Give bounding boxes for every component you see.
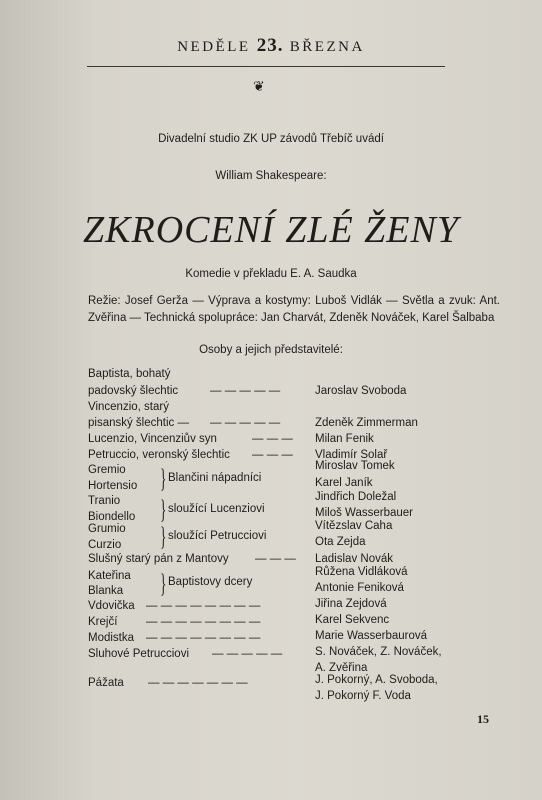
cast-dashes: — — — — — [212,648,283,660]
cast-actor: Karel Janík [315,477,373,489]
cast-actor: Milan Fenik [315,433,374,445]
cast-role: Gremio [88,464,126,476]
production-credits: Režie: Josef Gerža — Výprava a kostymy: Luboš Vidlák — Světla a zvuk: Ant. Zvěřina — Technická spolupráce: Jan Charvát, Zdeněk Nováček, Karel Šalbaba [88,295,500,324]
cast-role: Krejčí [88,616,118,628]
day-number: 23. [256,35,284,56]
play-subtitle: Komedie v překladu E. A. Saudka [185,268,357,280]
ornament-icon: ❦ [253,79,265,95]
group-label: sloužící Lucenziovi [168,503,265,515]
weekday: NEDĚLE [177,39,251,55]
cast-dashes: — — — — — — — — [146,616,261,628]
presenter-line: Divadelní studio ZK UP závodů Třebíč uvádí [158,133,384,145]
cast-role: Kateřina [88,570,131,582]
cast-role: Curzio [88,539,122,551]
cast-role: Lucenzio, Vincenziův syn [88,433,217,445]
cast-actor: Zdeněk Zimmerman [315,417,418,429]
month: BŘEZNA [289,39,365,55]
cast-role: padovský šlechtic [88,385,179,397]
play-title: ZKROCENÍ ZLÉ ŽENY [83,209,459,251]
cast-dashes: — — — — — — — — [146,632,261,644]
cast-role: Vincenzio, starý [88,401,169,413]
brace-icon: } [160,495,167,524]
cast-actor: Marie Wasserbaurová [315,630,428,642]
group-label: Blančini nápadníci [168,472,262,484]
cast-actor: A. Zvěřina [315,662,368,674]
cast-dashes: — — — [252,449,293,461]
cast-role: Pážata [88,677,124,689]
cast-role: Tranio [88,495,121,507]
cast-actor: Vladimír Solař [315,449,388,461]
cast-actor: Jindřich Doležal [315,491,397,503]
cast-dashes: — — — — — — — — [146,600,261,612]
cast-role: Slušný starý pán z Mantovy [88,553,229,565]
cast-actor: Miroslav Tomek [315,460,395,472]
cast-role: Biondello [88,511,136,523]
cast-role: pisanský šlechtic — [88,417,189,429]
cast-actor: Antonie Feniková [315,582,404,594]
cast-role: Blanka [88,585,124,597]
cast-role: Modistka [88,632,135,644]
group-label: sloužící Petrucciovi [168,530,267,542]
cast-dashes: — — — [252,433,293,445]
cast-actor: Růžena Vidláková [315,566,408,578]
cast-role: Vdovička [88,600,135,612]
cast-dashes: — — — — — — — [148,677,248,689]
page-number: 15 [477,712,489,726]
cast-role: Grumio [88,523,126,535]
cast-dashes: — — — — — [210,385,281,397]
brace-icon: } [160,569,167,598]
cast-role: Sluhové Petrucciovi [88,648,189,660]
cast-actor: S. Nováček, Z. Nováček, [315,646,442,658]
cast-actor: Karel Sekvenc [315,614,390,626]
cast-actor: Ota Zejda [315,536,366,548]
header-rule [87,66,445,67]
cast-actor: Ladislav Novák [315,553,393,565]
cast-role: Baptista, bohatý [88,368,171,380]
cast-role: Hortensio [88,480,138,492]
cast-dashes: — — — — — [210,417,281,429]
cast-actor: Miloš Wasserbauer [315,507,413,519]
cast-heading: Osoby a jejich představitelé: [199,344,343,356]
cast-actor: J. Pokorný, A. Svoboda, [315,674,438,686]
cast-actor: Vítězslav Caha [315,520,393,532]
author-line: William Shakespeare: [215,170,327,182]
cast-actor: Jaroslav Svoboda [315,385,407,397]
cast-actor: Jiřina Zejdová [315,598,387,610]
date-header [0,35,542,57]
group-label: Baptistovy dcery [168,576,253,588]
brace-icon: } [160,464,167,493]
cast-role: Petruccio, veronský šlechtic [88,449,230,461]
cast-dashes: — — — [255,553,296,565]
cast-actor: J. Pokorný F. Voda [315,690,411,702]
brace-icon: } [160,522,167,551]
